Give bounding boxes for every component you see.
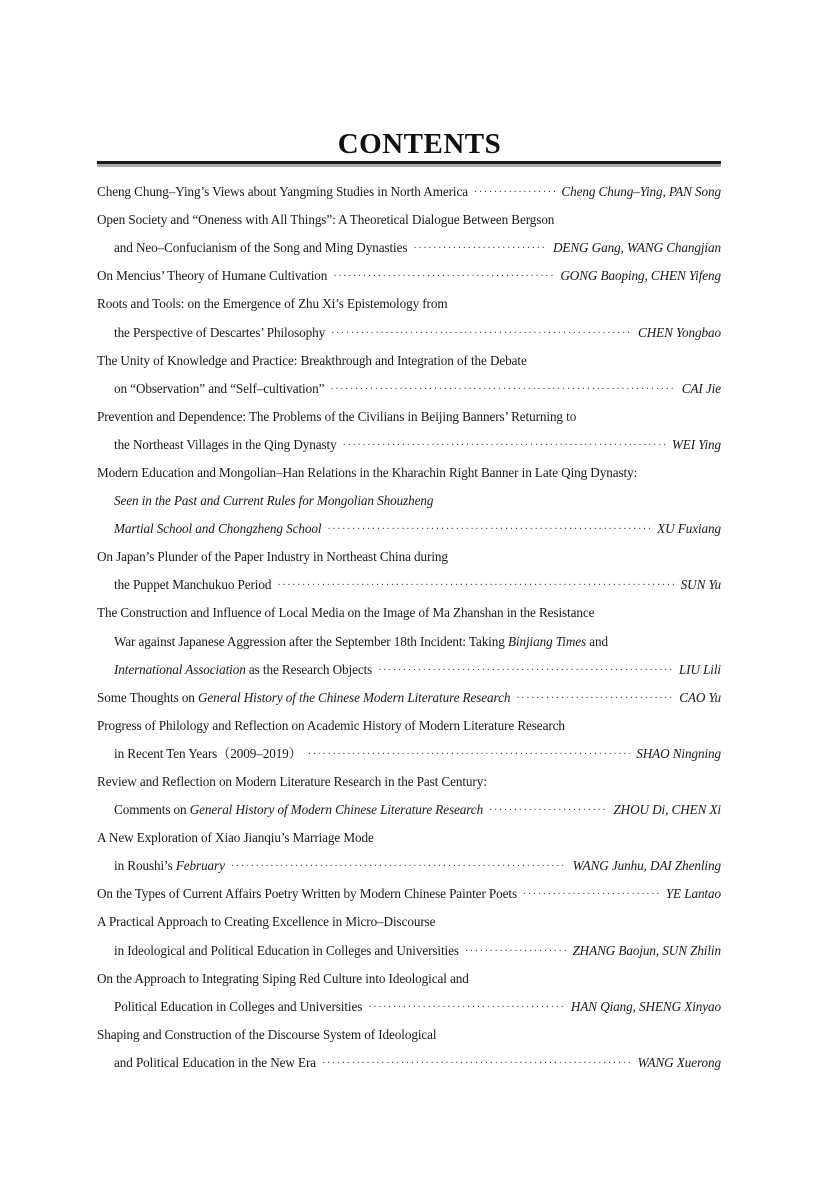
entry-title-text <box>97 349 527 373</box>
title-fragment: On the Approach to Integrating Siping Red Culture into Ideological and <box>97 970 469 986</box>
toc-entry[interactable] <box>97 290 721 346</box>
toc-entry-line <box>97 375 721 403</box>
title-fragment: A New Exploration of Xiao Jianqiu’s Marriage Mode <box>97 830 374 846</box>
title-fragment: On the Types of Current Affairs Poetry Written by Modern Chinese Painter Poets <box>97 886 518 902</box>
dot-leader <box>368 995 565 1019</box>
toc-entry[interactable] <box>97 543 721 599</box>
entry-title-text <box>114 658 372 682</box>
entry-title-text <box>114 1051 316 1075</box>
entry-title-text <box>97 910 435 934</box>
title-fragment: Prevention and Dependence: The Problems of the Civilians in Beijing Banners’ Returning to <box>97 408 577 424</box>
entry-title-text <box>114 321 325 345</box>
entry-title-text <box>97 1023 436 1047</box>
title-fragment: in Recent Ten Years（2009–2019） <box>114 745 302 761</box>
title-fragment: War against Japanese Aggression after the September 18th Incident: Taking <box>114 633 508 649</box>
toc-entry[interactable] <box>97 768 721 824</box>
entry-title-text <box>97 601 594 625</box>
dot-leader <box>474 180 555 204</box>
dot-leader <box>465 939 567 963</box>
title-fragment: in Ideological and Political Education in Colleges and Universities <box>114 942 459 958</box>
italic-title-fragment: February <box>175 858 225 874</box>
entry-title-text <box>97 208 554 232</box>
title-fragment: On Mencius’ Theory of Humane Cultivation <box>97 268 328 284</box>
entry-title-text <box>114 573 271 597</box>
title-fragment: Review and Reflection on Modern Literature Research in the Past Century: <box>97 774 487 790</box>
dot-leader <box>523 882 660 906</box>
title-fragment: On Japan’s Plunder of the Paper Industry in Northeast China during <box>97 549 448 565</box>
toc-entry-line <box>97 880 721 908</box>
entry-author: WANG Xuerong <box>637 1054 721 1070</box>
title-fragment: Political Education in Colleges and Universities <box>114 998 363 1014</box>
entry-author: CAI Jie <box>681 380 721 396</box>
entry-title-text <box>97 545 448 569</box>
dot-leader <box>308 742 630 766</box>
toc-entry-line <box>97 347 721 375</box>
entry-title-text <box>97 714 565 738</box>
toc-entry-line <box>97 712 721 740</box>
dot-leader <box>231 854 567 878</box>
toc-entry-line <box>97 459 721 487</box>
toc-entry-line <box>97 628 721 656</box>
entry-title-text <box>114 939 459 963</box>
toc-entry[interactable] <box>97 824 721 880</box>
toc-entry-line <box>97 937 721 965</box>
title-fragment: Open Society and “Oneness with All Things”: A Theoretical Dialogue Between Bergson <box>97 212 555 228</box>
dot-leader <box>331 321 632 345</box>
dot-leader <box>489 798 607 822</box>
toc-entry[interactable] <box>97 908 721 964</box>
title-fragment: and Neo–Confucianism of the Song and Ming Dynasties <box>114 240 408 256</box>
entry-title-text <box>114 630 608 654</box>
toc-entry-line <box>97 178 721 206</box>
title-fragment: the Puppet Manchukuo Period <box>114 577 272 593</box>
entry-author: Cheng Chung–Ying, PAN Song <box>561 184 721 200</box>
toc-entry-line <box>97 908 721 936</box>
title-fragment: Cheng Chung–Ying’s Views about Yangming Studies in North America <box>97 184 468 200</box>
dot-leader <box>327 517 651 541</box>
toc-entry-line <box>97 515 721 543</box>
entry-title-text <box>114 433 337 457</box>
entry-author: CHEN Yongbao <box>638 324 721 340</box>
toc-entry-line <box>97 1021 721 1049</box>
toc-entry-line <box>97 431 721 459</box>
dot-leader <box>277 573 674 597</box>
toc-entry[interactable] <box>97 880 721 908</box>
entry-title-text <box>97 405 576 429</box>
toc-entry[interactable] <box>97 599 721 683</box>
toc-entry-line <box>97 290 721 318</box>
title-rule-light <box>97 164 721 167</box>
title-fragment: the Perspective of Descartes’ Philosophy <box>114 324 326 340</box>
toc-entry-line <box>97 206 721 234</box>
entry-title-text <box>97 264 327 288</box>
dot-leader <box>378 658 673 682</box>
title-fragment: on “Observation” and “Self–cultivation” <box>114 380 325 396</box>
dot-leader <box>330 377 675 401</box>
toc-entry[interactable] <box>97 347 721 403</box>
title-fragment: and Political Education in the New Era <box>114 1054 317 1070</box>
toc-entry-line <box>97 262 721 290</box>
toc-entry-line <box>97 599 721 627</box>
entry-title-text <box>97 461 637 485</box>
toc-entry-line <box>97 740 721 768</box>
title-fragment: The Unity of Knowledge and Practice: Breakthrough and Integration of the Debate <box>97 352 527 368</box>
dot-leader <box>516 686 673 710</box>
toc-entry-line <box>97 824 721 852</box>
entry-author: SUN Yu <box>680 577 721 593</box>
toc-entry-line <box>97 965 721 993</box>
italic-title-fragment: Binjiang Times <box>507 633 587 649</box>
toc-entry[interactable] <box>97 206 721 262</box>
toc-entry-line <box>97 1049 721 1077</box>
toc-entry-line <box>97 234 721 262</box>
toc-entry-line <box>97 768 721 796</box>
title-fragment: the Northeast Villages in the Qing Dynasty <box>114 436 337 452</box>
entry-title-text <box>114 798 483 822</box>
entry-title-text <box>97 882 517 906</box>
table-of-contents <box>97 178 721 1077</box>
entry-title-text <box>97 770 487 794</box>
dot-leader <box>343 433 666 457</box>
toc-entry-line <box>97 571 721 599</box>
entry-author: CAO Yu <box>679 689 721 705</box>
toc-entry-line <box>97 684 721 712</box>
entry-title-text <box>114 236 407 260</box>
toc-entry[interactable] <box>97 965 721 1021</box>
toc-entry-line <box>97 318 721 346</box>
toc-entry-line <box>97 543 721 571</box>
entry-title-text <box>114 377 324 401</box>
italic-title-fragment: Seen in the Past and Current Rules for Mongolian Shouzheng <box>114 493 434 509</box>
entry-title-text <box>114 854 225 878</box>
toc-entry[interactable] <box>97 403 721 459</box>
toc-entry-line <box>97 403 721 431</box>
page-title: CONTENTS <box>337 128 502 160</box>
dot-leader <box>333 264 554 288</box>
title-fragment: in Roushi’s <box>114 858 176 874</box>
title-fragment: Modern Education and Mongolian–Han Relations in the Kharachin Right Banner in Late Qing Dynasty: <box>97 464 638 480</box>
entry-author: ZHOU Di, CHEN Xi <box>613 802 721 818</box>
dot-leader <box>413 236 547 260</box>
toc-entry-line <box>97 993 721 1021</box>
toc-entry-line <box>97 796 721 824</box>
title-fragment: Roots and Tools: on the Emergence of Zhu Xi’s Epistemology from <box>97 296 448 312</box>
italic-title-fragment: General History of the Chinese Modern Literature Research <box>198 689 511 705</box>
toc-entry[interactable] <box>97 262 721 290</box>
title-fragment: The Construction and Influence of Local Media on the Image of Ma Zhanshan in the Resistance <box>97 605 595 621</box>
title-fragment: as the Research Objects <box>245 661 373 677</box>
dot-leader <box>322 1051 632 1075</box>
entry-author: GONG Baoping, CHEN Yifeng <box>560 268 721 284</box>
entry-title-text <box>114 742 302 766</box>
italic-title-fragment: General History of Modern Chinese Literature Research <box>189 802 484 818</box>
entry-title-text <box>97 180 468 204</box>
entry-title-text <box>114 489 433 513</box>
entry-author: YE Lantao <box>665 886 721 902</box>
entry-title-text <box>97 292 448 316</box>
entry-author: XU Fuxiang <box>657 521 721 537</box>
title-fragment: Shaping and Construction of the Discourse System of Ideological <box>97 1026 437 1042</box>
toc-entry-line <box>97 656 721 684</box>
toc-entry[interactable] <box>97 684 721 712</box>
entry-title-text <box>114 995 362 1019</box>
entry-author: DENG Gang, WANG Changjian <box>552 240 721 256</box>
title-fragment: A Practical Approach to Creating Excellence in Micro–Discourse <box>97 914 436 930</box>
title-fragment: Some Thoughts on <box>97 689 198 705</box>
entry-author: HAN Qiang, SHENG Xinyao <box>570 998 721 1014</box>
italic-title-fragment: Martial School and Chongzheng School <box>114 521 322 537</box>
toc-entry-line <box>97 487 721 515</box>
entry-author: WEI Ying <box>671 436 721 452</box>
entry-author: WANG Junhu, DAI Zhenling <box>572 858 721 874</box>
title-fragment: Comments on <box>114 802 190 818</box>
entry-title-text <box>97 826 374 850</box>
entry-author: SHAO Ningning <box>636 745 721 761</box>
entry-title-text <box>97 686 510 710</box>
entry-title-text <box>114 517 321 541</box>
italic-title-fragment: International Association <box>114 661 246 677</box>
toc-entry[interactable] <box>97 712 721 768</box>
toc-entry[interactable] <box>97 178 721 206</box>
title-fragment: Progress of Philology and Reflection on Academic History of Modern Literature Research <box>97 717 565 733</box>
entry-title-text <box>97 967 469 991</box>
entry-author: LIU Lili <box>678 661 721 677</box>
entry-author: ZHANG Baojun, SUN Zhilin <box>572 942 721 958</box>
toc-entry[interactable] <box>97 1021 721 1077</box>
toc-entry[interactable] <box>97 459 721 543</box>
toc-entry-line <box>97 852 721 880</box>
title-fragment: and <box>586 633 608 649</box>
